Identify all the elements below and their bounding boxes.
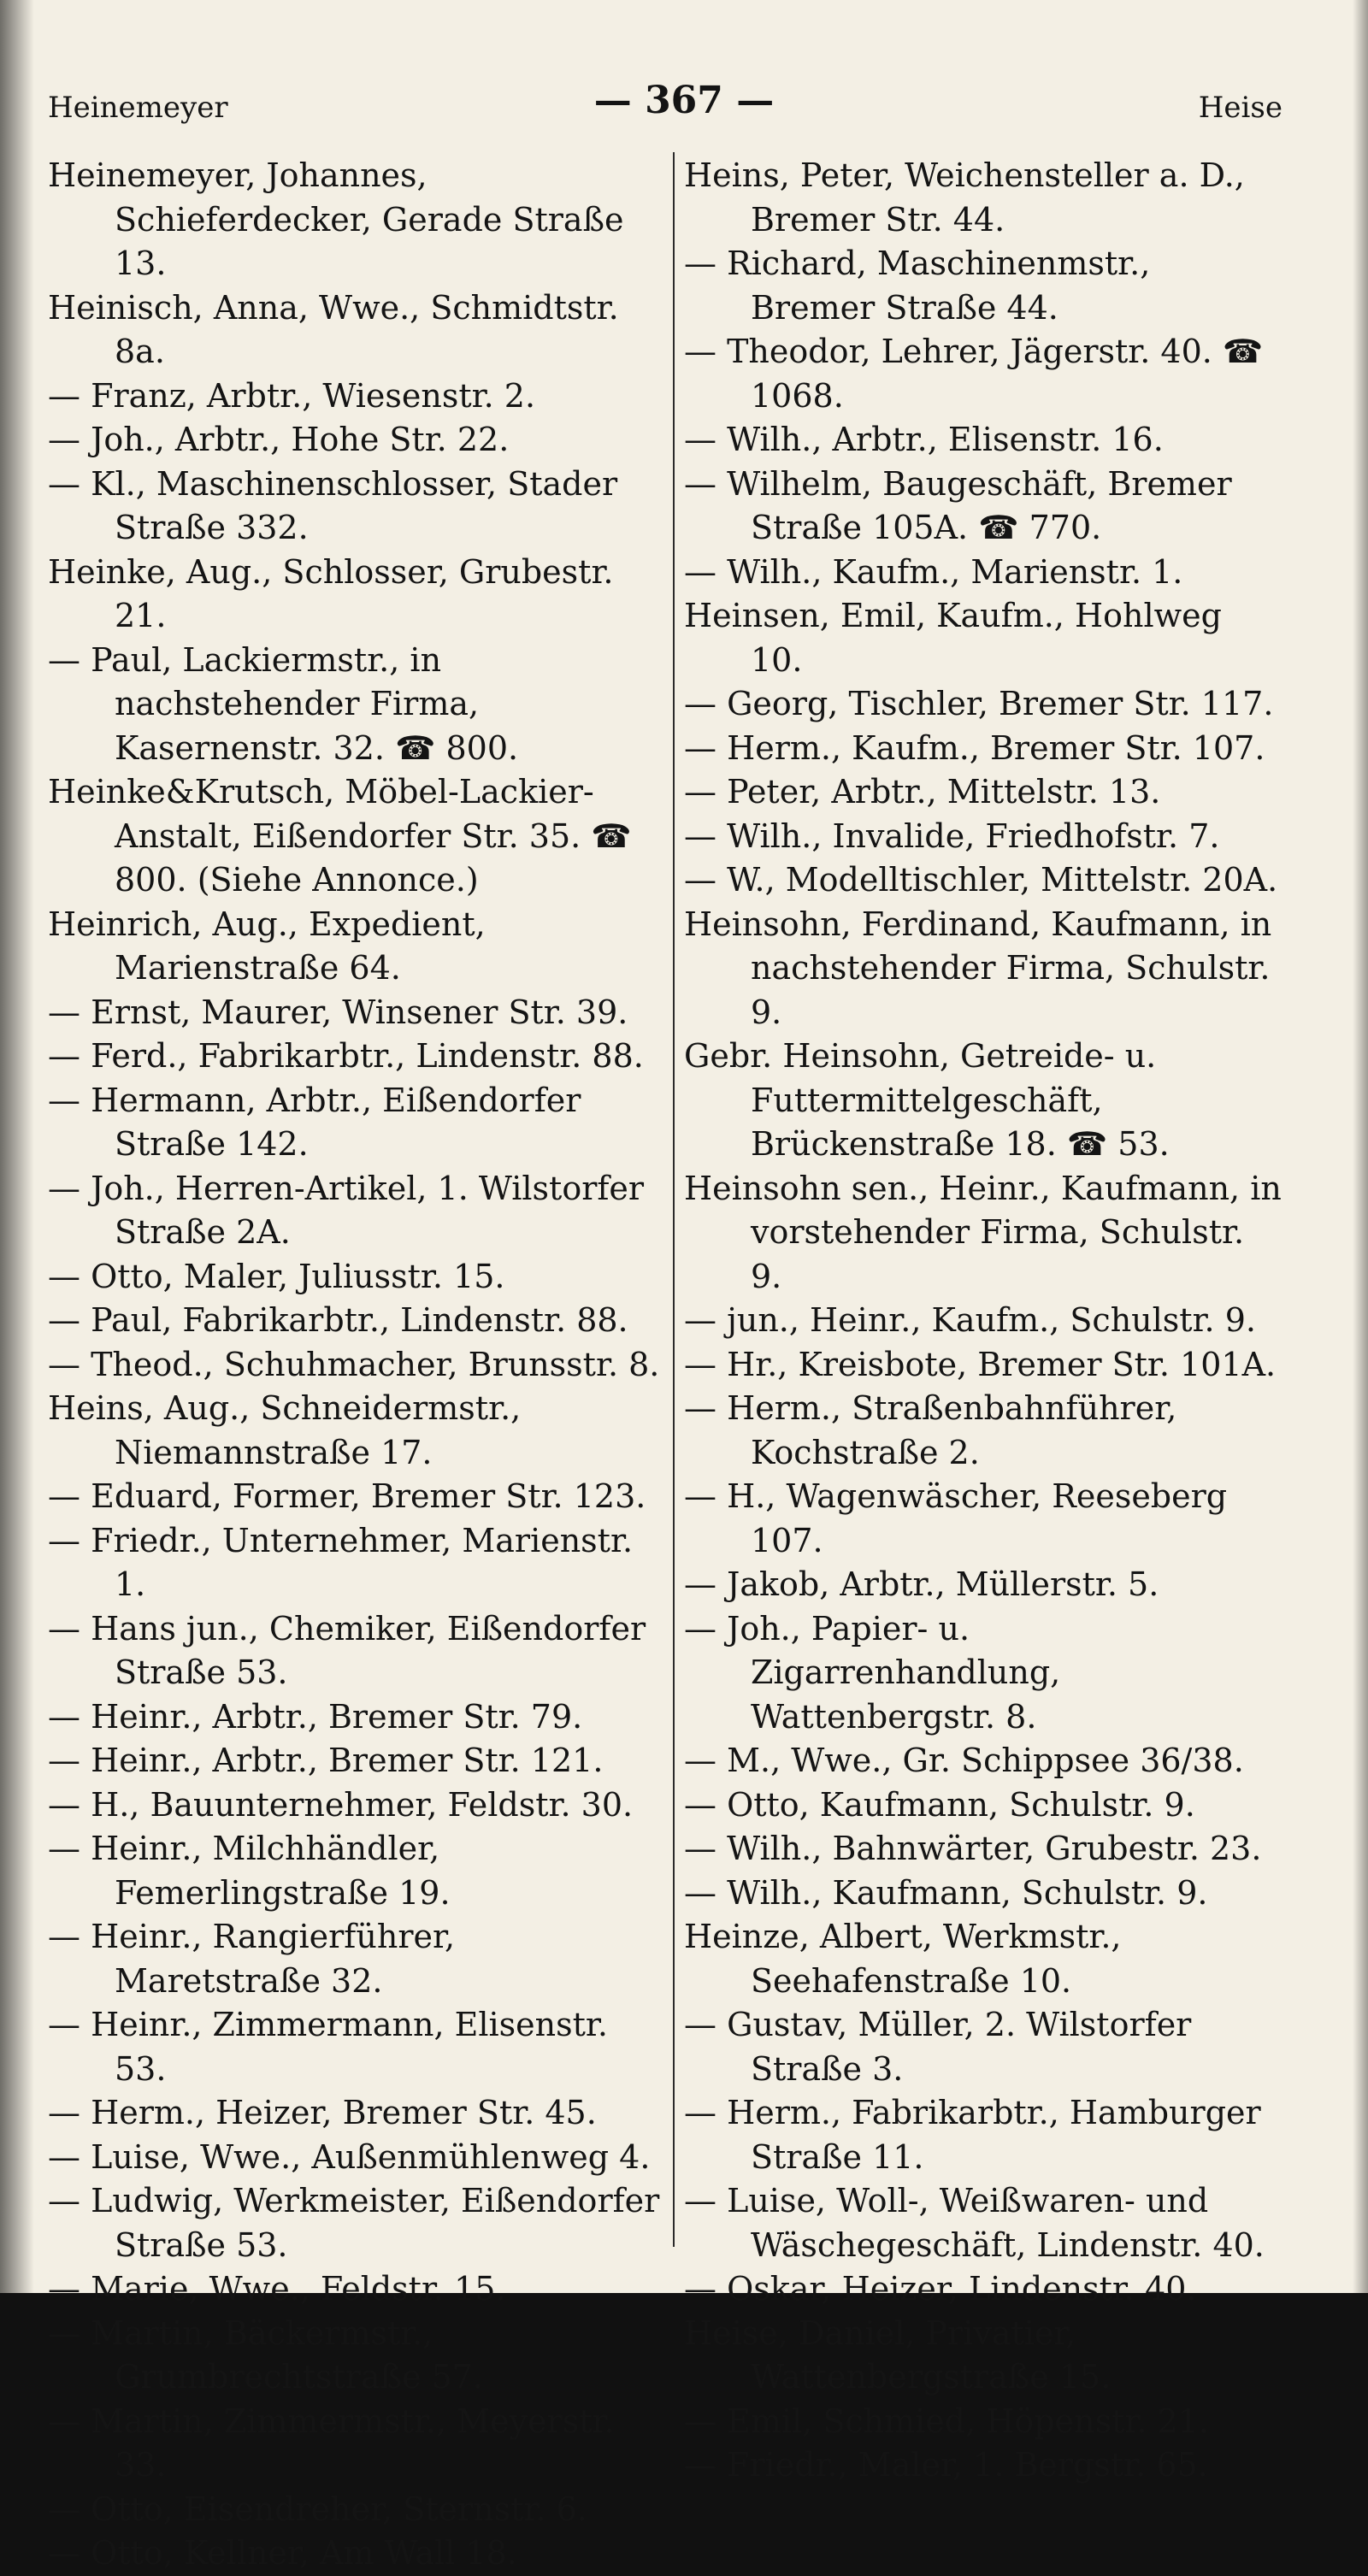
directory-entry: Heins, Peter, Weichensteller a. D., Bremer Str. 44. bbox=[684, 156, 1245, 239]
directory-entry: — Otto, Maler, Juliusstr. 15. bbox=[48, 1257, 505, 1295]
directory-entry: — M., Wwe., Gr. Schippsee 36/38. bbox=[684, 1742, 1244, 1779]
directory-entry: — Martin, Bäckermstr., Grumbrechtstraße 57. bbox=[48, 2314, 484, 2396]
directory-entry: Heinke&Krutsch, Möbel-Lackier-Anstalt, Eißendorfer Str. 35. ☎ 800. (Siehe Annonce.) bbox=[48, 773, 632, 899]
directory-entry: — H., Wagenwäscher, Reeseberg 107. bbox=[684, 1477, 1228, 1559]
directory-entry: — Eduard, Former, Bremer Str. 123. bbox=[48, 1477, 646, 1515]
directory-entry: Heins, Aug., Schneidermstr., Niemannstraße 17. bbox=[48, 1389, 522, 1471]
directory-entry: — Ludwig, Werkmeister, Eißendorfer Straße 53. bbox=[48, 2182, 660, 2264]
directory-entry: Heinrich, Aug., Expedient, Marienstraße 64. bbox=[48, 905, 486, 987]
running-head-right: Heise bbox=[1198, 91, 1282, 125]
directory-entry: — Wilhelm, Baugeschäft, Bremer Straße 105A. ☎ 770. bbox=[684, 464, 1232, 546]
directory-entry: — Richard, Maschinenmstr., Bremer Straße 44. bbox=[684, 245, 1151, 327]
directory-entry: — Joh., Papier- u. Zigarrenhandlung, Wattenbergstr. 8. bbox=[684, 1609, 1061, 1736]
directory-entry: — Otto, Kaufmann, Schulstr. 9. bbox=[684, 1785, 1195, 1824]
directory-entry: — Herm., Straßenbahnführer, Kochstraße 2. bbox=[684, 1389, 1177, 1471]
directory-entry: — Friedr., Maler, 1. Bergstr. 65. bbox=[684, 2446, 1208, 2484]
directory-entry: — Ernst, Maurer, Winsener Str. 39. bbox=[48, 993, 628, 1031]
directory-entry: — Wilh., Kaufm., Marienstr. 1. bbox=[684, 552, 1183, 591]
directory-entry: Heinsohn, Ferdinand, Kaufmann, in nachstehender Firma, Schulstr. 9. bbox=[684, 905, 1272, 1031]
directory-entry: — Peter, Arbtr., Mittelstr. 13. bbox=[684, 773, 1161, 811]
running-head-left: Heinemeyer bbox=[48, 91, 228, 125]
directory-entry: — Jakob, Arbtr., Müllerstr. 5. bbox=[684, 1565, 1159, 1603]
directory-entry: Heinke, Aug., Schlosser, Grubestr. 21. bbox=[48, 552, 614, 634]
directory-entry: — Kl., Maschinenschlosser, Stader Straße 332. bbox=[48, 464, 618, 546]
directory-entry: — Emil, Schmied, Höpenstr. 21. bbox=[684, 2402, 1209, 2440]
directory-entry: — Joh., Herren-Artikel, 1. Wilstorfer Straße 2A. bbox=[48, 1169, 645, 1251]
directory-entry: Heise, Daniel, Privatier, Wattenbergstraße 15. bbox=[684, 2314, 1112, 2396]
directory-entry: — Herm., Kaufm., Bremer Str. 107. bbox=[684, 728, 1265, 767]
directory-entry: — Hans jun., Chemiker, Eißendorfer Straße 53. bbox=[48, 1609, 646, 1691]
directory-entry: — Oskar, Heizer, Lindenstr. 40. bbox=[684, 2270, 1197, 2308]
directory-entry: — Paul, Lackiermstr., in nachstehender Firma, Kasernenstr. 32. ☎ 800. bbox=[48, 640, 519, 767]
directory-entry: — Wilh., Arbtr., Elisenstr. 16. bbox=[684, 421, 1164, 458]
directory-entry: — Luise, Woll-, Weißwaren- und Wäschegeschäft, Lindenstr. 40. bbox=[684, 2182, 1265, 2264]
directory-entry: — Martin, Zimmermstr., Meyerstr. 33. bbox=[48, 2402, 615, 2484]
directory-entry: — H., Bauunternehmer, Feldstr. 30. bbox=[48, 1785, 634, 1824]
directory-entry: — Georg, Tischler, Bremer Str. 117. bbox=[684, 685, 1274, 722]
directory-entry: — Otto, Kellner, Am Wall 18. bbox=[48, 2534, 517, 2572]
page-header bbox=[0, 79, 1368, 130]
directory-entry: — Ferd., Fabrikarbtr., Lindenstr. 88. bbox=[48, 1037, 644, 1075]
directory-entry: — Heinr., Arbtr., Bremer Str. 121. bbox=[48, 1742, 604, 1779]
directory-entry: — Theodor, Lehrer, Jägerstr. 40. ☎ 1068. bbox=[684, 333, 1264, 415]
directory-entry: — Gustav, Müller, 2. Wilstorfer Straße 3. bbox=[684, 2006, 1192, 2088]
directory-entry: — Luise, Wwe., Außenmühlenweg 4. bbox=[48, 2137, 651, 2176]
left-column bbox=[48, 154, 663, 2576]
directory-entry: — Wilh., Bahnwärter, Grubestr. 23. bbox=[684, 1830, 1262, 1867]
directory-entry: Gebr. Heinsohn, Getreide- u. Futtermittelgeschäft, Brückenstraße 18. ☎ 53. bbox=[684, 1037, 1170, 1163]
directory-entry: Heinisch, Anna, Wwe., Schmidtstr. 8a. bbox=[48, 288, 619, 370]
page-number: — 367 — bbox=[593, 79, 775, 122]
directory-entry: — Marie, Wwe., Feldstr. 15. bbox=[48, 2270, 506, 2308]
directory-entry: — Joh., Arbtr., Hohe Str. 22. bbox=[48, 421, 510, 458]
directory-entry: — Franz, Arbtr., Wiesenstr. 2. bbox=[48, 376, 536, 415]
directory-entry: — Friedr., Unternehmer, Marienstr. 1. bbox=[48, 1521, 634, 1603]
directory-entry: Heinsen, Emil, Kaufm., Hohlweg 10. bbox=[684, 597, 1222, 679]
directory-entry: — Wilh., Kaufmann, Schulstr. 9. bbox=[684, 1873, 1208, 1912]
directory-entry: Heinemeyer, Johannes, Schieferdecker, Gerade Straße 13. bbox=[48, 156, 624, 282]
directory-entry: — Paul, Fabrikarbtr., Lindenstr. 88. bbox=[48, 1301, 628, 1339]
directory-entry: — Heinr., Milchhändler, Femerlingstraße 19. bbox=[48, 1830, 451, 1912]
right-column bbox=[684, 154, 1282, 2488]
directory-entry: — Hr., Kreisbote, Bremer Str. 101A. bbox=[684, 1345, 1277, 1383]
directory-entry: — Otto, Eisendreher, Sternstr. 6. bbox=[48, 2490, 587, 2528]
directory-entry: — Heinr., Arbtr., Bremer Str. 79. bbox=[48, 1697, 583, 1736]
directory-entry: — Heinr., Zimmermann, Elisenstr. 53. bbox=[48, 2006, 608, 2088]
directory-entry: — Herm., Fabrikarbtr., Hamburger Straße 11. bbox=[684, 2094, 1261, 2176]
directory-entry: — W., Modelltischler, Mittelstr. 20A. bbox=[684, 861, 1278, 899]
page-edge-shadow bbox=[0, 0, 34, 2293]
directory-entry: — Theod., Schuhmacher, Brunsstr. 8. bbox=[48, 1345, 660, 1383]
directory-entry: Heinze, Albert, Werkmstr., Seehafenstraße 10. bbox=[684, 1918, 1122, 2000]
page-edge-shadow-right bbox=[1353, 0, 1368, 2293]
directory-entry: — Wilh., Invalide, Friedhofstr. 7. bbox=[684, 816, 1220, 855]
directory-entry: Heinsohn sen., Heinr., Kaufmann, in vorstehender Firma, Schulstr. 9. bbox=[684, 1169, 1282, 1295]
directory-entry: — Heinr., Rangierführer, Maretstraße 32. bbox=[48, 1918, 456, 2000]
directory-entry: — Herm., Heizer, Bremer Str. 45. bbox=[48, 2094, 597, 2131]
column-divider bbox=[673, 152, 675, 2247]
directory-entry: — jun., Heinr., Kaufm., Schulstr. 9. bbox=[684, 1301, 1256, 1339]
directory-entry: — Hermann, Arbtr., Eißendorfer Straße 142. bbox=[48, 1081, 581, 1163]
